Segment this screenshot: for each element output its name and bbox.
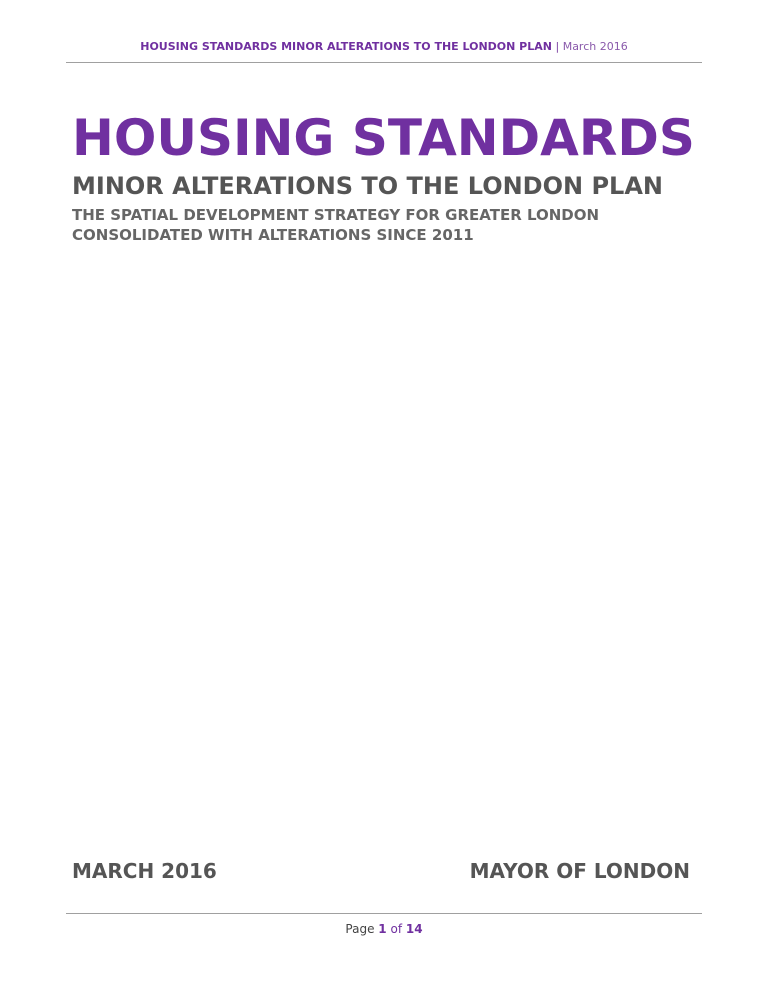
cover-subtitle: MINOR ALTERATIONS TO THE LONDON PLAN [72,172,663,200]
cover-description-line-2: CONSOLIDATED WITH ALTERATIONS SINCE 2011 [72,226,474,244]
running-header [0,40,768,54]
cover-author: MAYOR OF LONDON [469,859,690,883]
footer-divider [66,913,702,914]
page-label: Page [345,922,375,936]
cover-description [72,205,599,245]
running-header-date: March 2016 [562,40,628,53]
total-pages-number: 14 [405,922,423,936]
cover-date: MARCH 2016 [72,859,217,883]
current-page-number: 1 [378,922,387,936]
cover-title: HOUSING STANDARDS [72,109,695,167]
running-header-title: HOUSING STANDARDS MINOR ALTERATIONS TO THE LONDON PLAN [140,40,552,53]
page-of-label: of [390,922,403,936]
cover-description-line-1: THE SPATIAL DEVELOPMENT STRATEGY FOR GREATER LONDON [72,206,600,224]
header-divider [66,62,702,63]
running-header-separator: | [555,40,560,53]
page-number [0,921,768,937]
